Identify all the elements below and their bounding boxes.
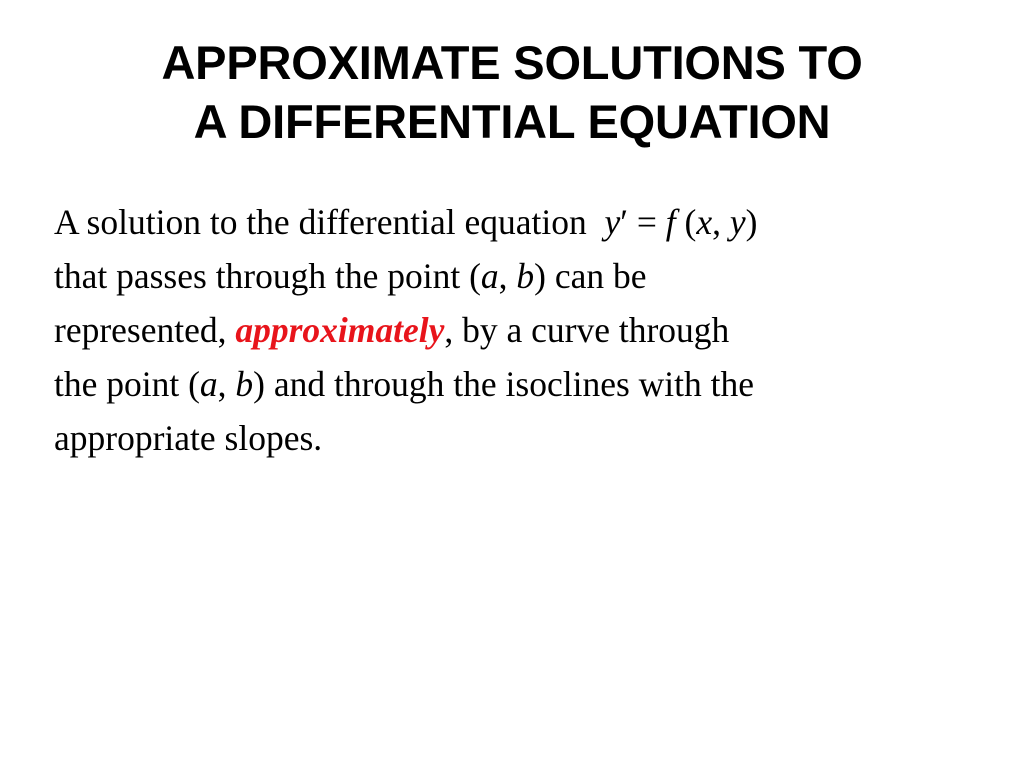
paragraph-line-3-after: , by a curve through <box>444 310 730 350</box>
point-a: a <box>480 256 499 296</box>
paragraph-line-1-text: A solution to the differential equation <box>54 202 587 242</box>
point-comma: , <box>498 256 517 296</box>
paragraph-line-2 <box>54 249 994 303</box>
paragraph-line-4-before: the point ( <box>54 364 200 404</box>
paragraph-line-4 <box>54 357 994 411</box>
point-a-repeat: a <box>199 364 218 404</box>
paragraph-line-2-after: ) can be <box>534 256 647 296</box>
slide-title-line-2: A DIFFERENTIAL EQUATION <box>193 95 831 148</box>
equation-f: f <box>665 202 676 242</box>
equation-prime: ′ <box>620 202 629 242</box>
equation-open-paren: ( <box>684 202 697 242</box>
slide-title <box>0 33 1024 151</box>
equation-x: x <box>696 202 713 242</box>
paragraph-line-4-after: ) and through the isoclines with the <box>253 364 755 404</box>
equation-comma: , <box>712 202 722 242</box>
equation-equals: = <box>636 202 657 242</box>
paragraph-line-1 <box>54 195 994 249</box>
paragraph-line-2-before: that passes through the point ( <box>54 256 481 296</box>
differential-equation <box>604 202 757 242</box>
slide-title-line-1: APPROXIMATE SOLUTIONS TO <box>161 36 863 89</box>
point-b: b <box>516 256 535 296</box>
point-b-repeat: b <box>235 364 254 404</box>
paragraph-line-3 <box>54 303 994 357</box>
slide-paragraph <box>54 195 994 465</box>
equation-y-arg: y <box>729 202 746 242</box>
emphasis-approximately: approximately <box>235 310 445 350</box>
paragraph-line-3-before: represented, <box>54 310 236 350</box>
point-comma-repeat: , <box>217 364 236 404</box>
equation-close-paren: ) <box>745 202 758 242</box>
equation-y: y <box>604 202 621 242</box>
paragraph-line-5: appropriate slopes. <box>54 418 323 458</box>
